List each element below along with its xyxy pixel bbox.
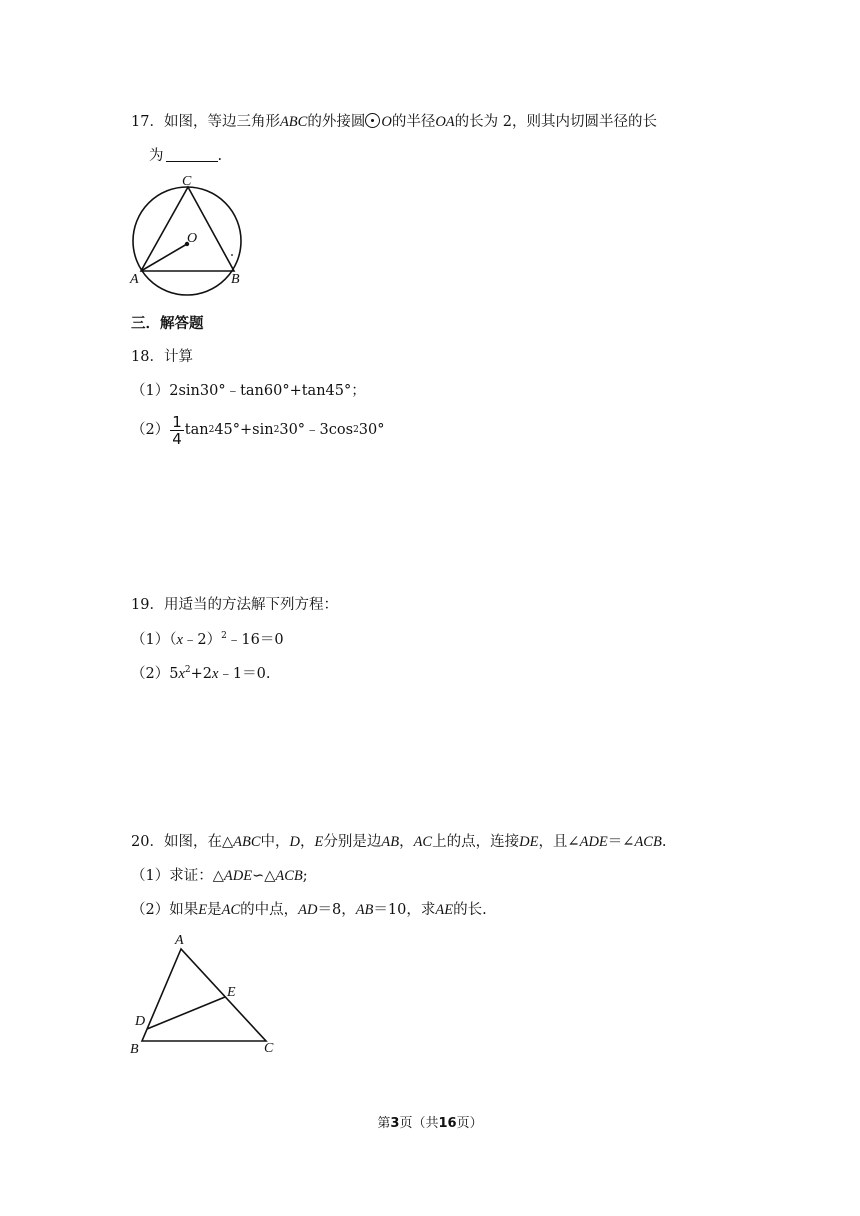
fraction-numerator: 1 bbox=[172, 412, 182, 431]
q18-part2-prefix: （2） bbox=[131, 422, 170, 438]
q20-text: 是 bbox=[207, 902, 222, 918]
q20-text: 分别是边 bbox=[323, 834, 382, 850]
q18-title: 18．计算 bbox=[131, 349, 193, 365]
q19-text: +2 bbox=[190, 666, 212, 682]
q19-text: ﹣2） bbox=[182, 632, 222, 648]
q17-line2 bbox=[149, 146, 222, 166]
q18-part2: （2） $\frac{1}{4}$ tan 2 45°+sin 2 30°﹣3cos 2 30° bbox=[131, 412, 385, 448]
q20-text: ; bbox=[302, 868, 308, 884]
q20-text: ， bbox=[299, 834, 315, 850]
var-acb: ACB bbox=[275, 868, 303, 884]
var-ac: AC bbox=[413, 834, 433, 850]
var-e: E bbox=[198, 902, 208, 918]
label-c: C bbox=[182, 174, 192, 189]
label-d: D bbox=[135, 1014, 146, 1029]
q17-text: 为 bbox=[149, 148, 164, 164]
label-e: E bbox=[227, 985, 236, 1000]
exponent: 2 bbox=[184, 665, 191, 675]
q17-number: 17． bbox=[131, 114, 164, 130]
var-oa: OA bbox=[435, 114, 455, 130]
exponent: 2 bbox=[221, 631, 227, 641]
label-a: A bbox=[130, 272, 139, 287]
q19-text: （2）5 bbox=[131, 666, 179, 682]
q20-text: ，且∠ bbox=[538, 834, 580, 850]
page-footer bbox=[0, 1112, 860, 1131]
fraction-denominator: 4 bbox=[172, 429, 182, 448]
var-abc: ABC bbox=[279, 114, 308, 130]
q20-text: 的长. bbox=[453, 902, 487, 918]
q19-text: ﹣1＝0. bbox=[218, 666, 271, 682]
var-abc: ABC bbox=[233, 834, 261, 850]
q20-figure bbox=[126, 928, 286, 1056]
q18-part1: （1）2sin30°﹣tan60°+tan45°； bbox=[131, 383, 366, 399]
label-b: B bbox=[231, 272, 240, 287]
var-ac: AC bbox=[221, 902, 241, 918]
q20-text: ＝10，求 bbox=[373, 902, 436, 918]
q20-text: . bbox=[661, 834, 667, 850]
q19-part2 bbox=[131, 664, 271, 684]
label-b: B bbox=[130, 1042, 139, 1056]
stray-dot bbox=[231, 254, 233, 256]
q17-text: 如图，等边三角形 bbox=[163, 114, 280, 130]
q17-line1 bbox=[131, 112, 657, 132]
q18-text: 30° bbox=[358, 422, 385, 438]
var-ad: AD bbox=[298, 902, 318, 918]
label-o: O bbox=[187, 231, 198, 246]
q20-part2 bbox=[131, 900, 487, 920]
q17-text: . bbox=[217, 148, 223, 164]
q19-part1 bbox=[131, 630, 284, 650]
var-o: O bbox=[381, 114, 392, 130]
footer-text: 页（共 bbox=[399, 1116, 439, 1131]
var-d: D bbox=[289, 834, 300, 850]
answer-blank bbox=[166, 147, 218, 162]
var-x: x bbox=[176, 632, 183, 648]
var-x: x bbox=[212, 666, 219, 682]
fraction-one-quarter bbox=[170, 414, 184, 447]
q17-text: 的长为 2，则其内切圆半径的长 bbox=[454, 114, 658, 130]
circle-dot-symbol bbox=[365, 113, 380, 128]
q20-text: ∽△ bbox=[252, 868, 276, 884]
label-c: C bbox=[264, 1041, 274, 1056]
var-ade: ADE bbox=[579, 834, 608, 850]
var-x: x bbox=[178, 666, 185, 682]
q20-text: 中， bbox=[260, 834, 290, 850]
q20-text: （2）如果 bbox=[131, 902, 199, 918]
q18-text: tan bbox=[184, 422, 209, 438]
q19-title: 19．用适当的方法解下列方程： bbox=[131, 597, 338, 613]
q20-line1 bbox=[131, 832, 666, 852]
q20-text: 的中点， bbox=[240, 902, 299, 918]
triangle-abc bbox=[141, 187, 234, 271]
var-ab: AB bbox=[355, 902, 374, 918]
triangle-abc bbox=[142, 949, 266, 1041]
q17-figure bbox=[124, 170, 254, 298]
footer-text: 页） bbox=[456, 1116, 483, 1131]
var-de: DE bbox=[519, 834, 539, 850]
q19-text: （1）（ bbox=[131, 632, 177, 648]
q20-text: （1）求证：△ bbox=[131, 868, 224, 884]
q20-text: 上的点，连接 bbox=[432, 834, 520, 850]
section-title: 三．解答题 bbox=[131, 315, 204, 332]
q19-text: ﹣16＝0 bbox=[226, 632, 284, 648]
q20-text: ＝∠ bbox=[607, 834, 635, 850]
q17-text: 的半径 bbox=[391, 114, 436, 130]
q20-text: ， bbox=[399, 834, 414, 850]
q20-text: ＝8， bbox=[317, 902, 356, 918]
var-e: E bbox=[314, 834, 324, 850]
var-acb: ACB bbox=[634, 834, 662, 850]
q18-text: 30°﹣3cos bbox=[279, 422, 354, 438]
q18-text: 45°+sin bbox=[214, 422, 274, 438]
q17-text: 的外接圆 bbox=[307, 114, 366, 130]
q20-text: 20．如图，在△ bbox=[131, 834, 234, 850]
var-ab: AB bbox=[381, 834, 400, 850]
label-a: A bbox=[175, 933, 184, 948]
q20-part1 bbox=[131, 866, 308, 886]
var-ae: AE bbox=[435, 902, 454, 918]
var-ade: ADE bbox=[223, 868, 253, 884]
page-total: 16 bbox=[438, 1116, 457, 1131]
page-number: 3 bbox=[390, 1116, 400, 1131]
footer-text: 第 bbox=[377, 1116, 391, 1131]
